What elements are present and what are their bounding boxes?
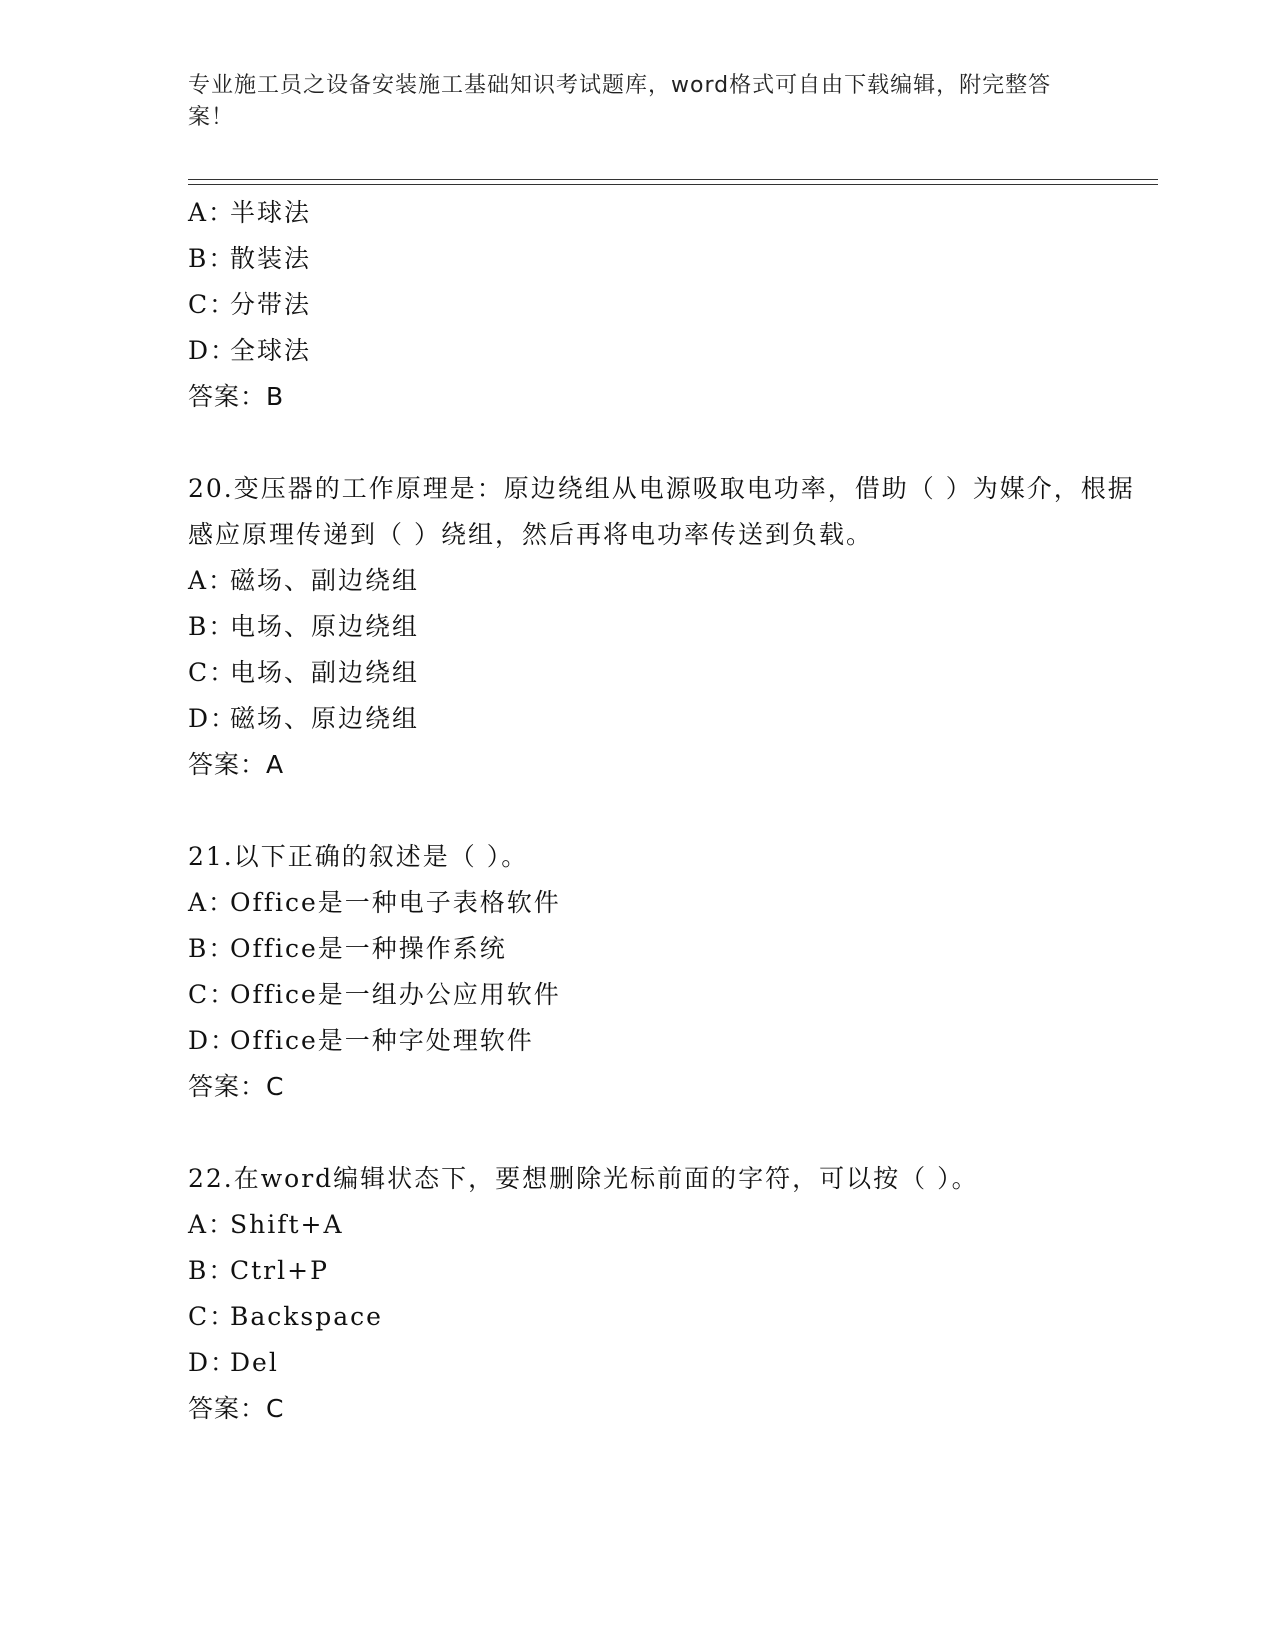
- option-c: [188, 1294, 1148, 1340]
- option-key: A：: [188, 198, 236, 227]
- option-key: B：: [188, 934, 236, 963]
- option-key: B：: [188, 612, 236, 641]
- option-text: Office是一组办公应用软件: [230, 980, 561, 1009]
- question-list: [188, 190, 1148, 1432]
- document-header: 专业施工员之设备安装施工基础知识考试题库，word格式可自由下载编辑，附完整答案！: [188, 73, 1052, 130]
- answer-line: 答案：C: [188, 1394, 285, 1423]
- question-stem: 22.在word编辑状态下，要想删除光标前面的字符，可以按（ ）。: [188, 1164, 979, 1193]
- option-a: [188, 1202, 1148, 1248]
- question-21: [188, 834, 1148, 1110]
- option-d: [188, 696, 1148, 742]
- question-stem: 20.变压器的工作原理是：原边绕组从电源吸取电功率，借助（ ）为媒介，根据感应原理传递到（ ）绕组，然后再将电功率传送到负载。: [188, 474, 1135, 549]
- option-a: [188, 558, 1148, 604]
- option-key: D：: [188, 336, 238, 365]
- option-text: Office是一种操作系统: [230, 934, 507, 963]
- option-key: C：: [188, 1302, 237, 1331]
- option-key: A：: [188, 566, 236, 595]
- option-text: 半球法: [230, 198, 312, 227]
- option-text: Office是一种电子表格软件: [230, 888, 561, 917]
- question-19: [188, 190, 1148, 420]
- answer-line: 答案：B: [188, 382, 285, 411]
- answer-line: 答案：C: [188, 1072, 285, 1101]
- option-text: 磁场、副边绕组: [230, 566, 420, 595]
- option-b: [188, 1248, 1148, 1294]
- question-20: [188, 466, 1148, 788]
- option-key: C：: [188, 658, 237, 687]
- option-b: [188, 604, 1148, 650]
- option-text: Shift+A: [230, 1210, 344, 1239]
- option-text: 全球法: [230, 336, 312, 365]
- option-key: A：: [188, 1210, 236, 1239]
- option-key: D：: [188, 1348, 238, 1377]
- option-key: C：: [188, 980, 237, 1009]
- header-divider-top: [188, 179, 1158, 180]
- header-divider-bottom: [188, 184, 1158, 185]
- option-key: B：: [188, 244, 236, 273]
- option-text: Office是一种字处理软件: [230, 1026, 534, 1055]
- option-key: D：: [188, 1026, 238, 1055]
- answer-line: 答案：A: [188, 750, 285, 779]
- option-text: 分带法: [230, 290, 312, 319]
- option-d: [188, 1018, 1148, 1064]
- option-key: D：: [188, 704, 238, 733]
- option-c: [188, 972, 1148, 1018]
- option-d: [188, 328, 1148, 374]
- option-text: Del: [230, 1348, 279, 1377]
- option-text: Ctrl+P: [230, 1256, 329, 1285]
- option-text: Backspace: [230, 1302, 383, 1331]
- option-key: B：: [188, 1256, 236, 1285]
- question-stem: 21.以下正确的叙述是（ ）。: [188, 842, 529, 871]
- option-c: [188, 650, 1148, 696]
- question-22: [188, 1156, 1148, 1432]
- option-text: 电场、副边绕组: [230, 658, 420, 687]
- option-b: [188, 926, 1148, 972]
- option-text: 散装法: [230, 244, 312, 273]
- option-a: [188, 190, 1148, 236]
- option-b: [188, 236, 1148, 282]
- option-text: 电场、原边绕组: [230, 612, 420, 641]
- option-key: A：: [188, 888, 236, 917]
- option-c: [188, 282, 1148, 328]
- option-a: [188, 880, 1148, 926]
- option-text: 磁场、原边绕组: [230, 704, 420, 733]
- option-d: [188, 1340, 1148, 1386]
- option-key: C：: [188, 290, 237, 319]
